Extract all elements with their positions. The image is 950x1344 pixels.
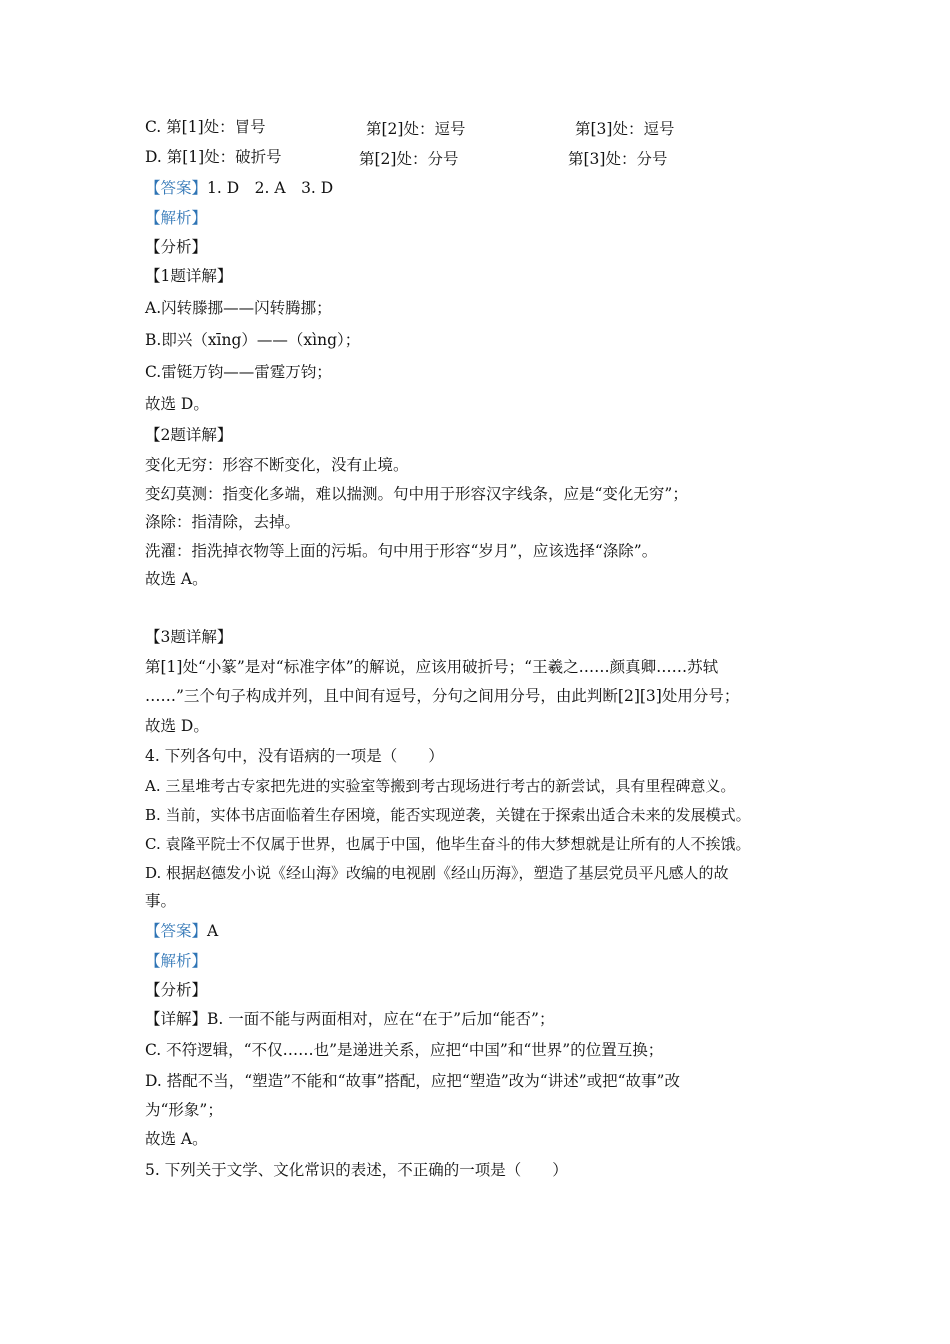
- q4-option-d: D. 根据赵德发小说《经山海》改编的电视剧《经山历海》，塑造了基层党员平凡感人的故: [145, 864, 729, 882]
- detail-3-line: ……”三个句子构成并列，且中间有逗号，分句之间用分号，由此判断[2][3]处用分号；: [145, 687, 740, 705]
- q4-answer-line: [145, 921, 218, 941]
- q4-detail-first: B. 一面不能与两面相对，应在“在于”后加“能否”；: [207, 1010, 555, 1028]
- detail-3-line: 第[1]处“小篆”是对“标准字体”的解说，应该用破折号；“王羲之……颜真卿……苏轼: [145, 658, 719, 676]
- option-d-p3: 第[3]处：分号: [568, 150, 668, 168]
- detail-3-line: 故选 D。: [145, 717, 209, 735]
- q4-detail-tag: 【详解】: [145, 1010, 208, 1028]
- detail-2-line: 故选 A。: [145, 570, 208, 588]
- detail-2-line: 变幻莫测：指变化多端，难以揣测。句中用于形容汉字线条，应是“变化无穷”；: [145, 485, 688, 503]
- detail-2-line: 洗濯：指洗掉衣物等上面的污垢。句中用于形容“岁月”，应该选择“涤除”。: [145, 542, 658, 560]
- detail-2-heading: 【2题详解】: [145, 426, 233, 444]
- detail-1-line: B.即兴（xīng）——（xìng）；: [145, 331, 361, 349]
- answer-text: 1. D 2. A 3. D: [207, 179, 334, 197]
- option-d-label: D. 第[1]处：破折号: [145, 148, 282, 166]
- q4-detail-line: 为“形象”；: [145, 1101, 223, 1119]
- q4-option-b: B. 当前，实体书店面临着生存困境，能否实现逆袭，关键在于探索出适合未来的发展模式。: [145, 806, 751, 824]
- q4-detail-line: 故选 A。: [145, 1130, 208, 1148]
- option-c-p3: 第[3]处：逗号: [575, 120, 675, 138]
- detail-2-line: 涤除：指清除，去掉。: [145, 513, 301, 531]
- q4-fenxi-heading: 【分析】: [145, 981, 208, 999]
- q4-option-c: C. 袁隆平院士不仅属于世界，也属于中国，他毕生奋斗的伟大梦想就是让所有的人不挨饿。: [145, 835, 751, 853]
- detail-1-line: A.闪转滕挪——闪转腾挪；: [145, 299, 332, 317]
- q4-detail-line: C. 不符逻辑，“不仅……也”是递进关系，应把“中国”和“世界”的位置互换；: [145, 1041, 664, 1059]
- analysis-tag: 【解析】: [145, 209, 208, 227]
- detail-3-heading: 【3题详解】: [145, 628, 233, 646]
- detail-1-line: C.雷铤万钧——雷霆万钧；: [145, 363, 332, 381]
- q4-detail-line: D. 搭配不当，“塑造”不能和“故事”搭配，应把“塑造”改为“讲述”或把“故事”改: [145, 1072, 680, 1090]
- q4-answer-tag: 【答案】: [145, 922, 208, 940]
- detail-1-line: 故选 D。: [145, 395, 209, 413]
- q4-stem: 4. 下列各句中，没有语病的一项是（ ）: [145, 747, 444, 765]
- q4-option-a: A. 三星堆考古专家把先进的实验室等搬到考古现场进行考古的新尝试，具有里程碑意义。: [145, 777, 736, 795]
- q4-option-d-cont: 事。: [145, 892, 177, 910]
- detail-1-heading: 【1题详解】: [145, 267, 233, 285]
- q4-answer-text: A: [207, 922, 219, 940]
- answer-tag: 【答案】: [145, 179, 208, 197]
- q4-analysis-tag: 【解析】: [145, 952, 208, 970]
- fenxi-heading: 【分析】: [145, 238, 208, 256]
- detail-2-line: 变化无穷：形容不断变化，没有止境。: [145, 456, 409, 474]
- option-c-p2: 第[2]处：逗号: [366, 120, 466, 138]
- q4-detail-line: [145, 1009, 554, 1029]
- option-c-label: C. 第[1]处：冒号: [145, 118, 266, 136]
- q5-stem: 5. 下列关于文学、文化常识的表述，不正确的一项是（ ）: [145, 1161, 568, 1179]
- answer-line: [145, 178, 333, 198]
- option-d-p2: 第[2]处：分号: [359, 150, 459, 168]
